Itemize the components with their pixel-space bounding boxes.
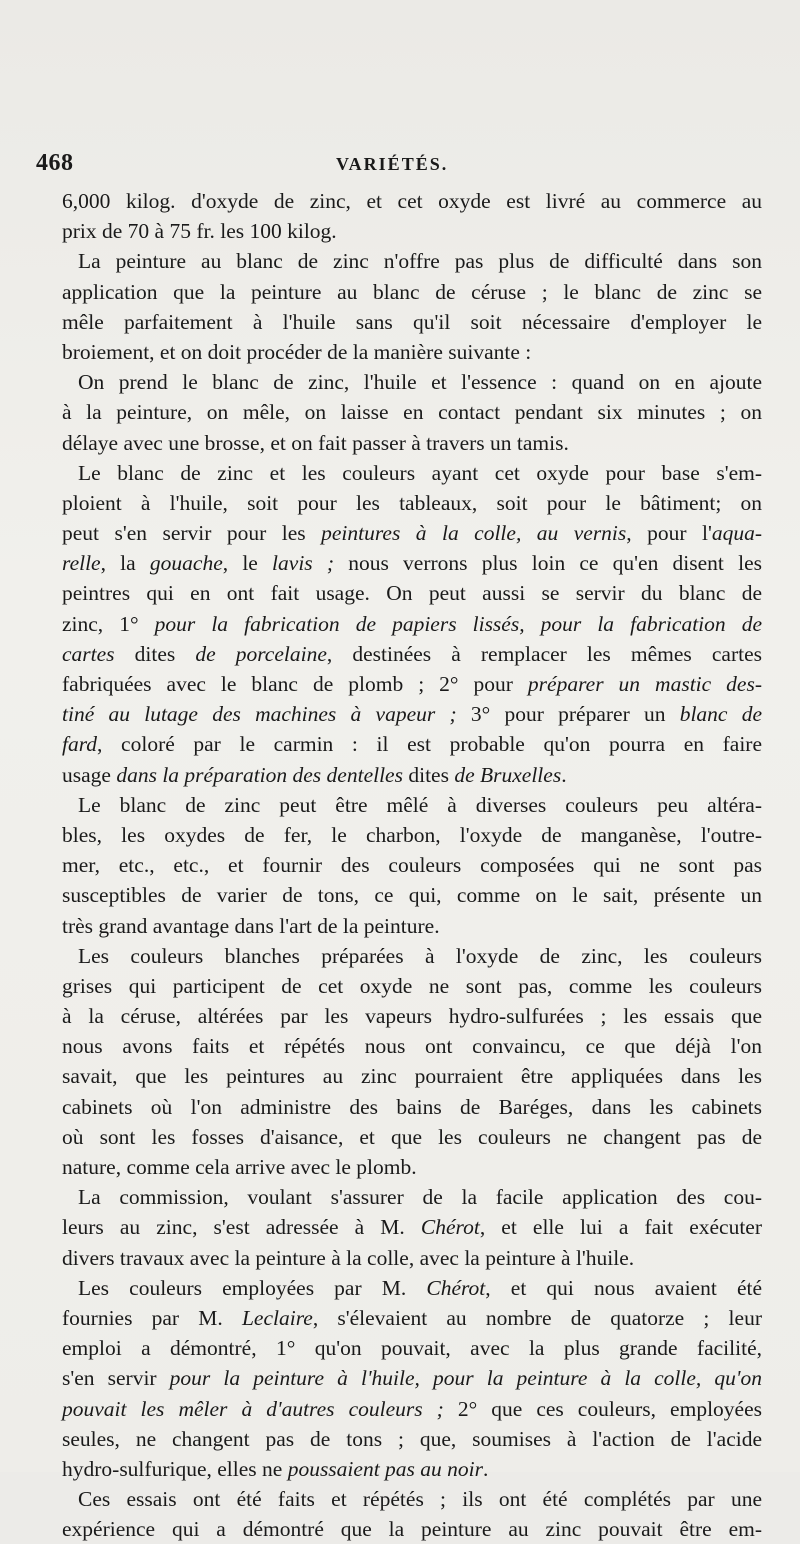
text-run: leurs au zinc, s'est adressée à M.: [62, 1215, 421, 1240]
text-run: savait, que les peintures au zinc pourraient être appliquées dans les: [62, 1064, 762, 1089]
text-run: , destinées à remplacer les mêmes cartes: [326, 641, 763, 666]
text-line: [62, 1182, 762, 1212]
text-run: mer, etc., etc., et fournir des couleurs composées qui ne sont pas: [62, 853, 762, 878]
page-header: [36, 150, 760, 180]
text-line: [62, 669, 762, 699]
italic-text: peintures à la colle, au vernis: [321, 521, 627, 546]
text-run: ploient à l'huile, soit pour les tableaux, soit pour le bâtiment; on: [62, 490, 762, 515]
text-run: 6,000 kilog. d'oxyde de zinc, et cet oxyde est livré au commerce au: [62, 189, 762, 213]
text-line: [62, 1273, 762, 1303]
text-line: [62, 609, 762, 639]
italic-text: Chérot: [426, 1275, 486, 1300]
italic-text: pour la fabrication de papiers lissés, pour la fabrication de: [154, 611, 762, 636]
text-line: [62, 1152, 762, 1182]
running-title: VARIÉTÉS.: [336, 154, 449, 174]
text-run: s'en servir: [62, 1366, 170, 1391]
text-run: broiement, et on doit procéder de la manière suivante :: [62, 339, 532, 364]
text-line: [62, 307, 762, 337]
text-run: délaye avec une brosse, et on fait passer à travers un tamis.: [62, 430, 569, 455]
text-run: prix de 70 à 75 fr. les 100 kilog.: [62, 219, 337, 244]
italic-text: tiné au lutage des machines à vapeur ;: [62, 702, 457, 727]
text-run: fournies par M.: [62, 1305, 242, 1330]
text-run: usage: [62, 762, 117, 787]
text-line: [62, 216, 762, 246]
text-line: [62, 880, 762, 910]
text-line: [62, 1333, 762, 1363]
text-line: [62, 337, 762, 367]
text-run: grises qui participent de cet oxyde ne sont pas, comme les couleurs: [62, 973, 762, 998]
text-line: [62, 911, 762, 941]
text-run: zinc, 1°: [62, 611, 155, 636]
italic-text: de Bruxelles: [454, 762, 562, 787]
italic-text: pour la peinture à l'huile, pour la peinture à la colle, qu'on: [169, 1366, 762, 1391]
text-line: [62, 246, 762, 276]
text-run: mêle parfaitement à l'huile sans qu'il soit nécessaire d'employer le: [62, 309, 762, 334]
italic-text: fard: [62, 732, 98, 757]
text-run: , et elle lui a fait exécuter: [479, 1215, 762, 1240]
italic-text: de porcelaine: [195, 641, 327, 666]
text-line: [62, 1303, 762, 1333]
text-run: , pour l': [626, 521, 712, 546]
text-run: 3° pour préparer un: [456, 702, 680, 727]
text-line: [62, 699, 762, 729]
text-run: bles, les oxydes de fer, le charbon, l'oxyde de manganèse, l'outre-: [62, 822, 762, 847]
text-run: La commission, voulant s'assurer de la facile application des cou-: [78, 1185, 762, 1210]
body-text: [62, 186, 762, 1544]
text-run: cabinets où l'on administre des bains de Baréges, dans les cabinets: [62, 1094, 762, 1119]
text-line: [62, 397, 762, 427]
italic-text: dans la préparation des dentelles: [116, 762, 403, 787]
text-run: , la: [100, 551, 150, 576]
text-run: , s'élevaient au nombre de quatorze ; leur: [312, 1305, 762, 1330]
text-run: dites: [402, 762, 455, 787]
italic-text: Leclaire: [241, 1305, 313, 1330]
text-run: .: [561, 762, 567, 787]
page-number: 468: [36, 150, 74, 176]
text-line: [62, 1454, 762, 1484]
text-run: , et qui nous avaient été: [485, 1275, 762, 1300]
italic-text: aqua-: [711, 521, 762, 546]
text-line: [62, 1212, 762, 1242]
text-run: , le: [222, 551, 273, 576]
text-line: [62, 548, 762, 578]
text-line: [62, 971, 762, 1001]
text-run: Les couleurs employées par M.: [78, 1275, 427, 1300]
text-line: [62, 367, 762, 397]
text-line: [62, 518, 762, 548]
text-line: [62, 1243, 762, 1273]
text-line: [62, 428, 762, 458]
text-run: Ces essais ont été faits et répétés ; ils ont été complétés par une: [78, 1487, 762, 1512]
text-run: Le blanc de zinc peut être mêlé à diverses couleurs peu altéra-: [78, 792, 762, 817]
text-run: nous avons faits et répétés nous ont convaincu, ce que déjà l'on: [62, 1034, 762, 1059]
text-line: [62, 277, 762, 307]
text-run: nature, comme cela arrive avec le plomb.: [62, 1155, 417, 1179]
text-run: peut s'en servir pour les: [62, 521, 322, 546]
text-line: [62, 1514, 762, 1544]
italic-text: gouache: [149, 551, 223, 576]
text-run: peintres qui en ont fait usage. On peut aussi se servir du blanc de: [62, 581, 762, 606]
text-run: à la céruse, altérées par les vapeurs hydro-sulfurées ; les essais que: [62, 1004, 762, 1029]
text-run: 2° que ces couleurs, employées: [443, 1396, 762, 1421]
text-line: [62, 578, 762, 608]
text-run: très grand avantage dans l'art de la peinture.: [62, 913, 440, 938]
italic-text: relle: [62, 551, 101, 576]
italic-text: cartes: [62, 641, 115, 666]
text-line: [62, 1424, 762, 1454]
text-run: où sont les fosses d'aisance, et que les couleurs ne changent pas de: [62, 1124, 762, 1149]
text-line: [62, 1092, 762, 1122]
text-run: seules, ne changent pas de tons ; que, soumises à l'action de l'acide: [62, 1426, 762, 1451]
text-run: On prend le blanc de zinc, l'huile et l'essence : quand on en ajoute: [78, 370, 762, 395]
italic-text: préparer un mastic des-: [527, 672, 762, 696]
italic-text: lavis ;: [272, 551, 335, 576]
text-run: susceptibles de varier de tons, ce qui, comme on le sait, présente un: [62, 883, 762, 908]
italic-text: poussaient pas au noir: [287, 1456, 483, 1481]
text-run: nous verrons plus loin ce qu'en disent les: [334, 551, 762, 576]
text-line: [62, 790, 762, 820]
text-run: Le blanc de zinc et les couleurs ayant cet oxyde pour base s'em-: [78, 460, 762, 485]
text-run: hydro-sulfurique, elles ne: [62, 1456, 288, 1481]
text-line: [62, 1363, 762, 1393]
text-run: application que la peinture au blanc de céruse ; le blanc de zinc se: [62, 279, 762, 304]
text-run: fabriquées avec le blanc de plomb ; 2° pour: [62, 672, 528, 696]
text-run: .: [483, 1456, 489, 1481]
text-line: [62, 941, 762, 971]
italic-text: blanc de: [679, 702, 763, 727]
text-line: [62, 820, 762, 850]
text-line: [62, 639, 762, 669]
text-line: [62, 760, 762, 790]
text-line: [62, 1484, 762, 1514]
text-line: [62, 850, 762, 880]
text-line: [62, 729, 762, 759]
text-run: , coloré par le carmin : il est probable qu'on pourra en faire: [97, 732, 762, 757]
text-run: Les couleurs blanches préparées à l'oxyde de zinc, les couleurs: [78, 943, 762, 968]
text-line: [62, 458, 762, 488]
text-run: expérience qui a démontré que la peinture au zinc pouvait être em-: [62, 1517, 762, 1542]
text-run: emploi a démontré, 1° qu'on pouvait, avec la plus grande facilité,: [62, 1336, 762, 1361]
italic-text: pouvait les mêler à d'autres couleurs ;: [62, 1396, 444, 1421]
text-run: La peinture au blanc de zinc n'offre pas plus de difficulté dans son: [78, 249, 762, 274]
italic-text: Chérot: [420, 1215, 480, 1240]
text-run: à la peinture, on mêle, on laisse en contact pendant six minutes ; on: [62, 400, 762, 425]
text-line: [62, 1001, 762, 1031]
text-line: [62, 1122, 762, 1152]
text-run: dites: [114, 641, 196, 666]
text-line: [62, 1031, 762, 1061]
text-line: [62, 488, 762, 518]
text-run: divers travaux avec la peinture à la colle, avec la peinture à l'huile.: [62, 1245, 635, 1270]
text-line: [62, 1394, 762, 1424]
text-line: [62, 186, 762, 216]
text-line: [62, 1061, 762, 1091]
